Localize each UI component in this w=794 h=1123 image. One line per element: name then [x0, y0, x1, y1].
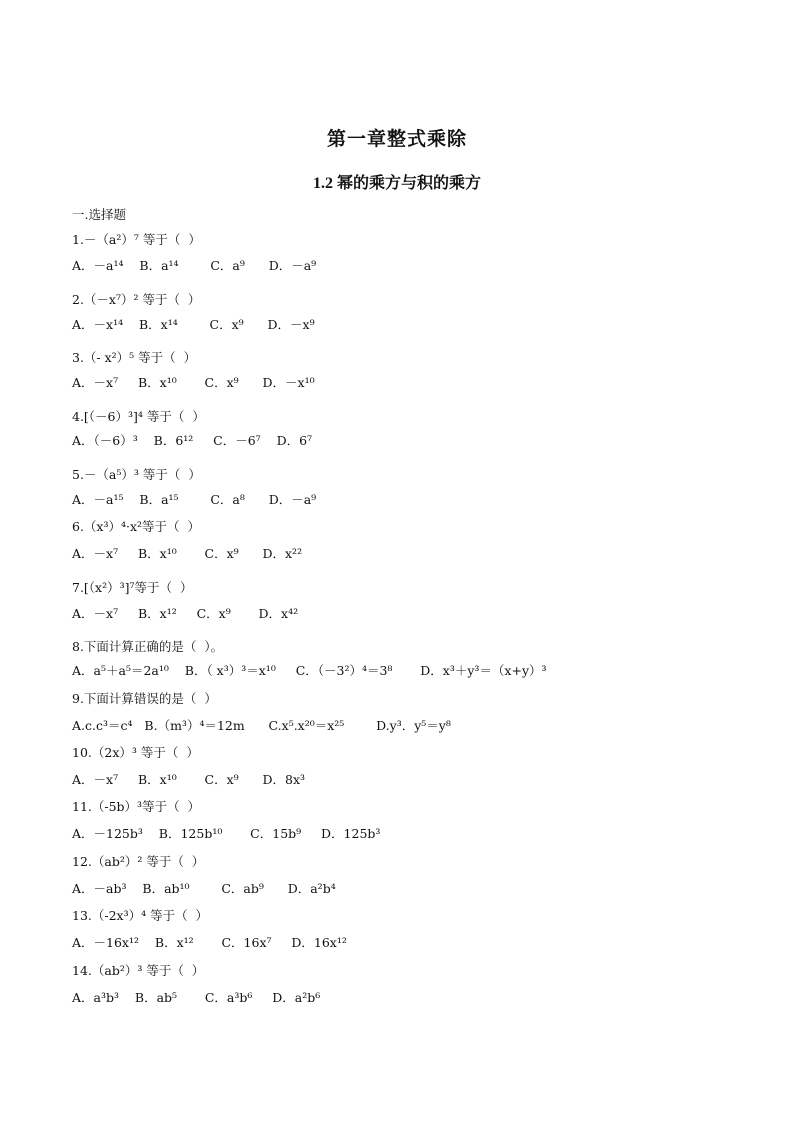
question-12: 12.（ab²）² 等于（ ） — [72, 854, 205, 869]
question-1: 1.－（a²）⁷ 等于（ ） — [72, 232, 201, 247]
question-11: 11.（-5b）³等于（ ） — [72, 799, 201, 814]
question-2-options: A．－x¹⁴ B．x¹⁴ C．x⁹ D．－x⁹ — [72, 317, 315, 332]
question-4: 4.[（－6）³]⁴ 等于（ ） — [72, 409, 205, 424]
question-section-heading: 一.选择题 — [72, 207, 126, 222]
question-4-options: A．（－6）³ B．6¹² C．－6⁷ D．6⁷ — [72, 433, 313, 448]
question-13: 13.（-2x³）⁴ 等于（ ） — [72, 908, 209, 923]
question-6-options: A．－x⁷ B．x¹⁰ C．x⁹ D．x²² — [72, 546, 303, 561]
section-subtitle: 1.2 幂的乘方与积的乘方 — [312, 175, 481, 192]
question-8: 8.下面计算正确的是（ ）。 — [72, 639, 224, 654]
question-9-options: A.c.c³＝c⁴ B.（m³）⁴＝12m C.x⁵.x²⁰＝x²⁵ D.y³．y⁵＝y⁸ — [72, 718, 451, 733]
question-3: 3.（- x²）⁵ 等于（ ） — [72, 350, 197, 365]
chapter-title: 第一章整式乘除 — [326, 129, 467, 150]
question-12-options: A．－ab³ B．ab¹⁰ C．ab⁹ D．a²b⁴ — [72, 881, 336, 896]
question-7-options: A．－x⁷ B．x¹² C．x⁹ D．x⁴² — [72, 606, 299, 621]
question-6: 6.（x³）⁴·x²等于（ ） — [72, 519, 200, 534]
question-3-options: A．－x⁷ B．x¹⁰ C．x⁹ D．－x¹⁰ — [72, 375, 315, 390]
question-10: 10.（2x）³ 等于（ ） — [72, 745, 199, 760]
question-1-options: A．－a¹⁴ B．a¹⁴ C．a⁹ D．－a⁹ — [72, 258, 317, 273]
question-5-options: A．－a¹⁵ B．a¹⁵ C．a⁸ D．－a⁹ — [72, 492, 317, 507]
question-14: 14.（ab²）³ 等于（ ） — [72, 963, 205, 978]
question-9: 9.下面计算错误的是（ ） — [72, 691, 217, 706]
question-2: 2.（－x⁷）² 等于（ ） — [72, 292, 201, 307]
question-8-options: A．a⁵＋a⁵＝2a¹⁰ B．（ x³）³＝x¹⁰ C．（－3²）⁴＝3⁸ D．x³＋y³＝（x+y）³ — [72, 663, 547, 678]
question-13-options: A．－16x¹² B．x¹² C．16x⁷ D．16x¹² — [72, 935, 347, 950]
question-10-options: A．－x⁷ B．x¹⁰ C．x⁹ D．8x³ — [72, 772, 306, 787]
question-14-options: A．a³b³ B．ab⁵ C．a³b⁶ D．a²b⁶ — [72, 990, 321, 1005]
question-7: 7.[（x²）³]⁷等于（ ） — [72, 580, 193, 595]
question-5: 5.－（a⁵）³ 等于（ ） — [72, 467, 201, 482]
question-11-options: A．－125b³ B．125b¹⁰ C．15b⁹ D．125b³ — [72, 826, 381, 841]
